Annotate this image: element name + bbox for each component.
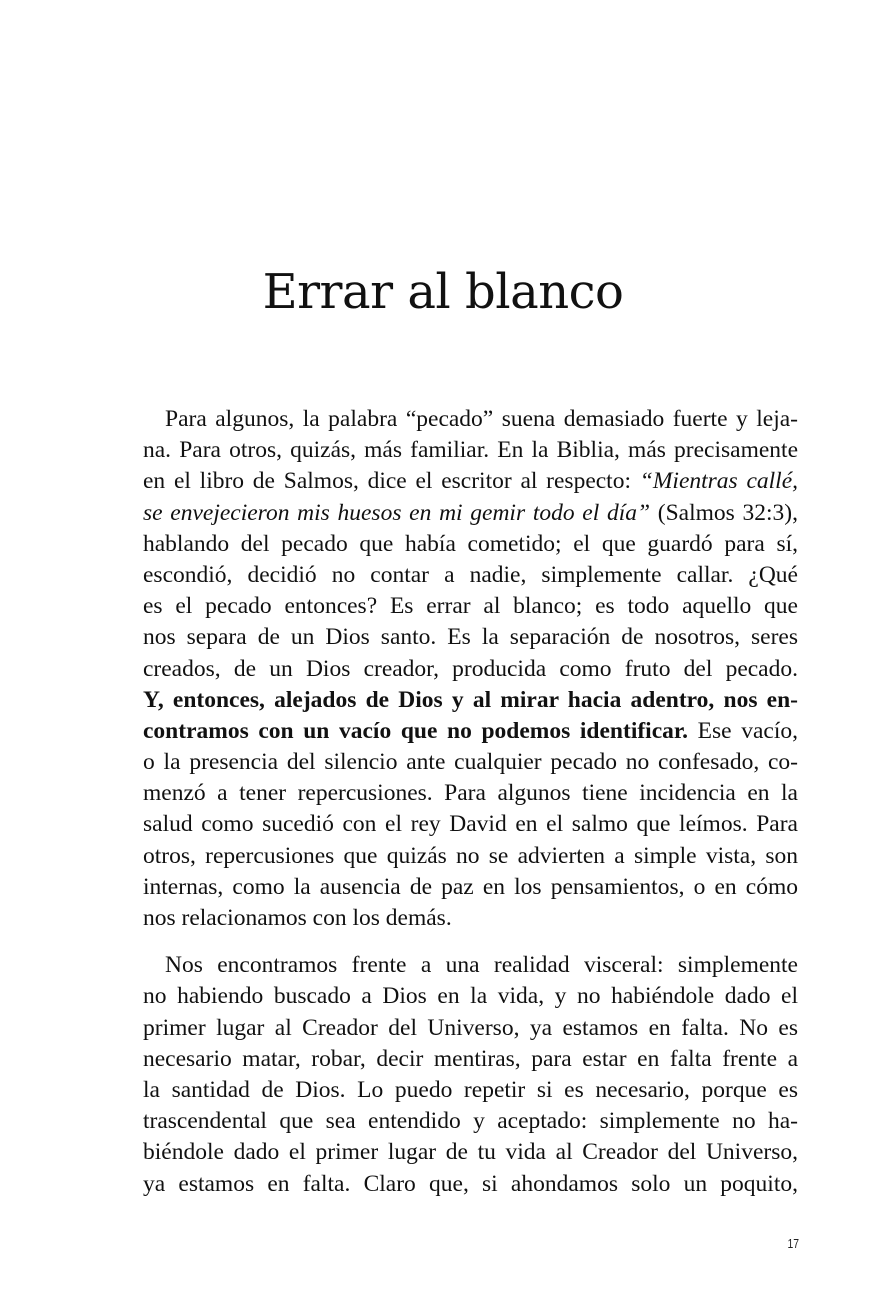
- text-line: [143, 1169, 798, 1200]
- text-run: en el libro de Salmos, dice el escritor al respecto:: [143, 468, 640, 495]
- body-text: [143, 404, 798, 1200]
- italic-quote: “Mientras callé,: [639, 468, 798, 495]
- text-run: trascendental que sea entendido y aceptado: simplemente no ha-: [143, 1108, 798, 1135]
- text-run: Ese vacío,: [688, 717, 798, 744]
- text-run: nos relacionamos con los demás.: [143, 905, 452, 931]
- text-run: necesario matar, robar, decir mentiras, para estar en falta frente a: [143, 1045, 798, 1072]
- chapter-title: Errar al blanco: [262, 264, 624, 321]
- text-line: [143, 560, 798, 591]
- text-run: no habiendo buscado a Dios en la vida, y no habiéndole dado el: [143, 983, 798, 1010]
- text-run: otros, repercusiones que quizás no se advierten a simple vista, son: [143, 842, 798, 869]
- text-run: na. Para otros, quizás, más familiar. En la Biblia, más precisamente: [143, 437, 798, 464]
- text-run: es el pecado entonces? Es errar al blanco; es todo aquello que: [143, 593, 798, 620]
- text-run: Nos encontramos frente a una realidad visceral: simplemente: [165, 952, 798, 979]
- text-line: [143, 778, 798, 809]
- text-line: [143, 654, 798, 685]
- text-run: primer lugar al Creador del Universo, ya estamos en falta. No es: [143, 1014, 798, 1041]
- text-line: [143, 903, 798, 934]
- text-line: [143, 529, 798, 560]
- text-run: creados, de un Dios creador, producida como fruto del pecado.: [143, 655, 798, 682]
- paragraph-gap: [143, 934, 798, 950]
- text-line: [143, 1044, 798, 1075]
- page-number: 17: [787, 1236, 800, 1251]
- bold-emphasis: Y, entonces, alejados de Dios y al mirar hacia adentro, nos en-: [143, 686, 798, 713]
- text-line: [143, 591, 798, 622]
- text-run: menzó a tener repercusiones. Para algunos tiene incidencia en la: [143, 780, 798, 807]
- text-line: [143, 466, 798, 497]
- text-run: biéndole dado el primer lugar de tu vida al Creador del Universo,: [143, 1139, 798, 1166]
- text-line: [143, 685, 798, 716]
- text-run: (Salmos 32:3),: [650, 499, 799, 526]
- text-line: [143, 1013, 798, 1044]
- text-line: [143, 1106, 798, 1137]
- text-run: internas, como la ausencia de paz en los pensamientos, o en cómo: [143, 873, 798, 900]
- italic-quote: se envejecieron mis huesos en mi gemir todo el día”: [143, 499, 651, 526]
- text-line: [143, 872, 798, 903]
- text-run: escondió, decidió no contar a nadie, simplemente callar. ¿Qué: [143, 561, 798, 588]
- text-line: [143, 809, 798, 840]
- text-run: salud como sucedió con el rey David en el salmo que leímos. Para: [143, 811, 798, 838]
- text-line: [143, 716, 798, 747]
- text-run: Para algunos, la palabra “pecado” suena demasiado fuerte y leja-: [165, 406, 798, 432]
- text-line: [143, 1075, 798, 1106]
- text-line: [143, 435, 798, 466]
- text-line: [143, 498, 798, 529]
- paragraph: [143, 950, 798, 1200]
- text-run: la santidad de Dios. Lo puedo repetir si es necesario, porque es: [143, 1076, 798, 1103]
- text-run: o la presencia del silencio ante cualquier pecado no confesado, co-: [143, 749, 798, 776]
- text-run: hablando del pecado que había cometido; el que guardó para sí,: [143, 530, 798, 557]
- text-line: [143, 747, 798, 778]
- text-run: ya estamos en falta. Claro que, si ahondamos solo un poquito,: [143, 1170, 798, 1197]
- text-line: [143, 841, 798, 872]
- text-line: [143, 622, 798, 653]
- text-line: [143, 404, 798, 435]
- paragraph: [143, 404, 798, 934]
- text-run: nos separa de un Dios santo. Es la separación de nosotros, seres: [143, 624, 798, 651]
- text-line: [143, 981, 798, 1012]
- text-line: [143, 950, 798, 981]
- bold-emphasis: contramos con un vacío que no podemos identificar.: [143, 717, 689, 744]
- text-line: [143, 1137, 798, 1168]
